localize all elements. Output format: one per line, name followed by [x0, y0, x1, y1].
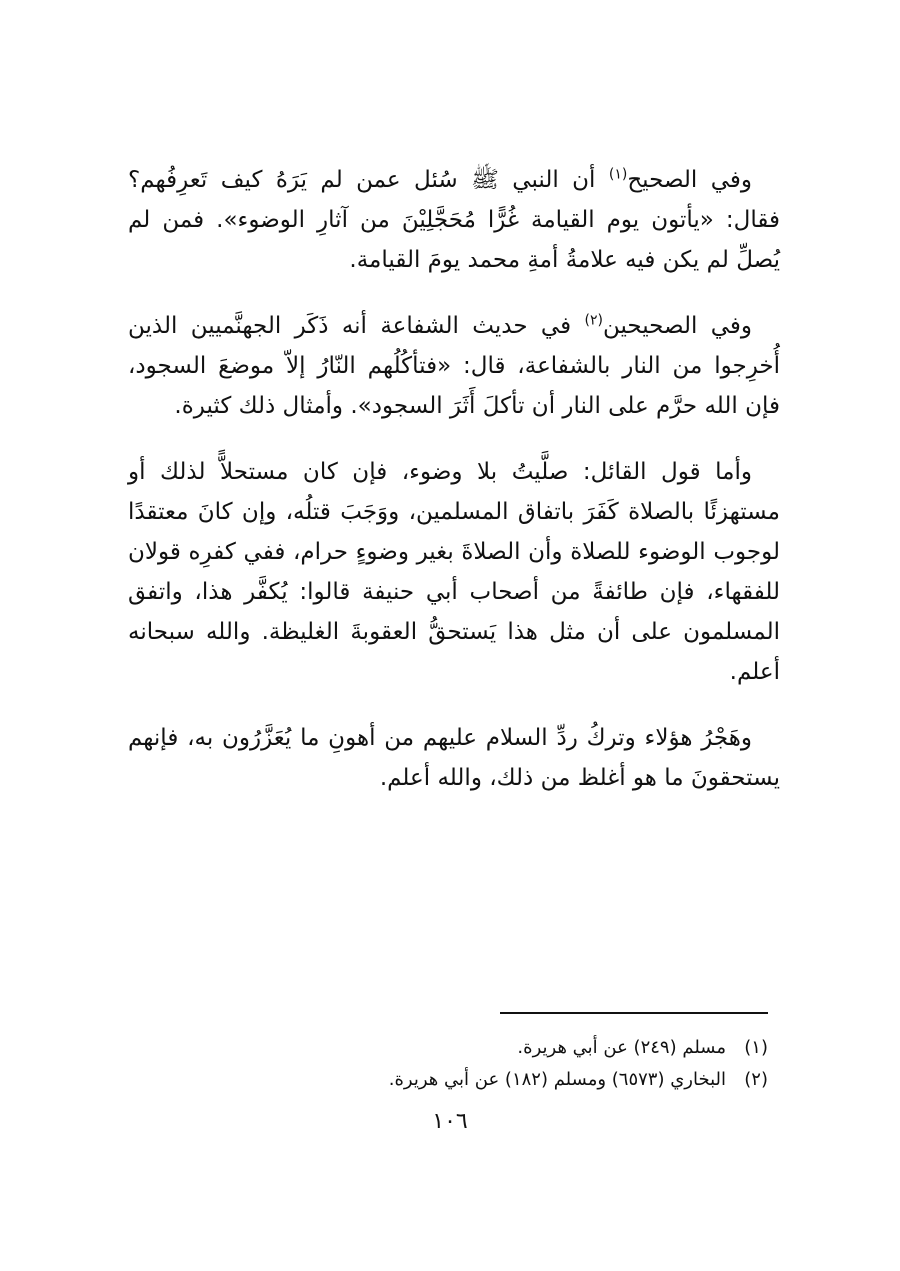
footnote-2-number: (٢) — [744, 1069, 768, 1090]
paragraph-2-lead: وفي الصحيحين — [602, 313, 752, 339]
paragraph-2-body: في حديث الشفاعة أنه ذَكَر الجهنَّميين الذين أُخرِجوا من النار بالشفاعة، قال: «فتأكُلُهم النّارُ إلاّ موضعَ السجود، فإن الله حرَّم على النار أن تأكلَ أَثَرَ السجود». وأمثال ذلك كثيرة. — [128, 313, 780, 419]
footnote-ref-1[interactable]: (١) — [608, 166, 628, 183]
footnote-1-number: (١) — [744, 1037, 768, 1058]
footnote-separator — [500, 1012, 768, 1014]
main-text — [128, 160, 780, 798]
paragraph-4: وهَجْرُ هؤلاء وتركُ ردِّ السلام عليهم من أهونِ ما يُعَزَّرُون به، فإنهم يستحقونَ ما هو أغلظ من ذلك، والله أعلم. — [128, 725, 780, 791]
footnote-2-text: البخاري (٦٥٧٣) ومسلم (١٨٢) عن أبي هريرة. — [388, 1069, 726, 1090]
footnote-ref-2[interactable]: (٢) — [584, 312, 603, 329]
paragraph-1-body: أن النبي ﷺ سُئل عمن لم يَرَهُ كيف تَعرِفُهم؟ فقال: «يأتون يوم القيامة غُرًّا مُحَجَّلِيْنَ من آثارِ الوضوء». فمن لم يُصلِّ لم يكن فيه علامةُ أمةِ محمد يومَ القيامة. — [128, 167, 780, 273]
paragraph-2 — [128, 306, 780, 426]
page-number: ١٠٦ — [432, 1109, 468, 1134]
paragraph-1 — [128, 160, 780, 280]
paragraph-3: وأما قول القائل: صلَّيتُ بلا وضوء، فإن كان مستحلاًّ لذلك أو مستهزئًا بالصلاة كَفَرَ باتفاق المسلمين، ووَجَبَ قتلُه، وإن كانَ معتقدًا لوجوب الوضوء للصلاة وأن الصلاةَ بغير وضوءٍ حرام، ففي كفرِه قولان للفقهاء، فإن طائفةً من أصحاب أبي حنيفة قالوا: يُكفَّر هذا، واتفق المسلمون على أن مثل هذا يَستحقُّ العقوبةَ الغليظة. والله سبحانه أعلم. — [128, 459, 780, 685]
footnote-1-text: مسلم (٢٤٩) عن أبي هريرة. — [517, 1037, 726, 1058]
paragraph-1-lead: وفي الصحيح — [627, 167, 752, 193]
footnote-2 — [128, 1064, 768, 1096]
footnotes — [128, 1032, 768, 1096]
footnote-1 — [128, 1032, 768, 1064]
